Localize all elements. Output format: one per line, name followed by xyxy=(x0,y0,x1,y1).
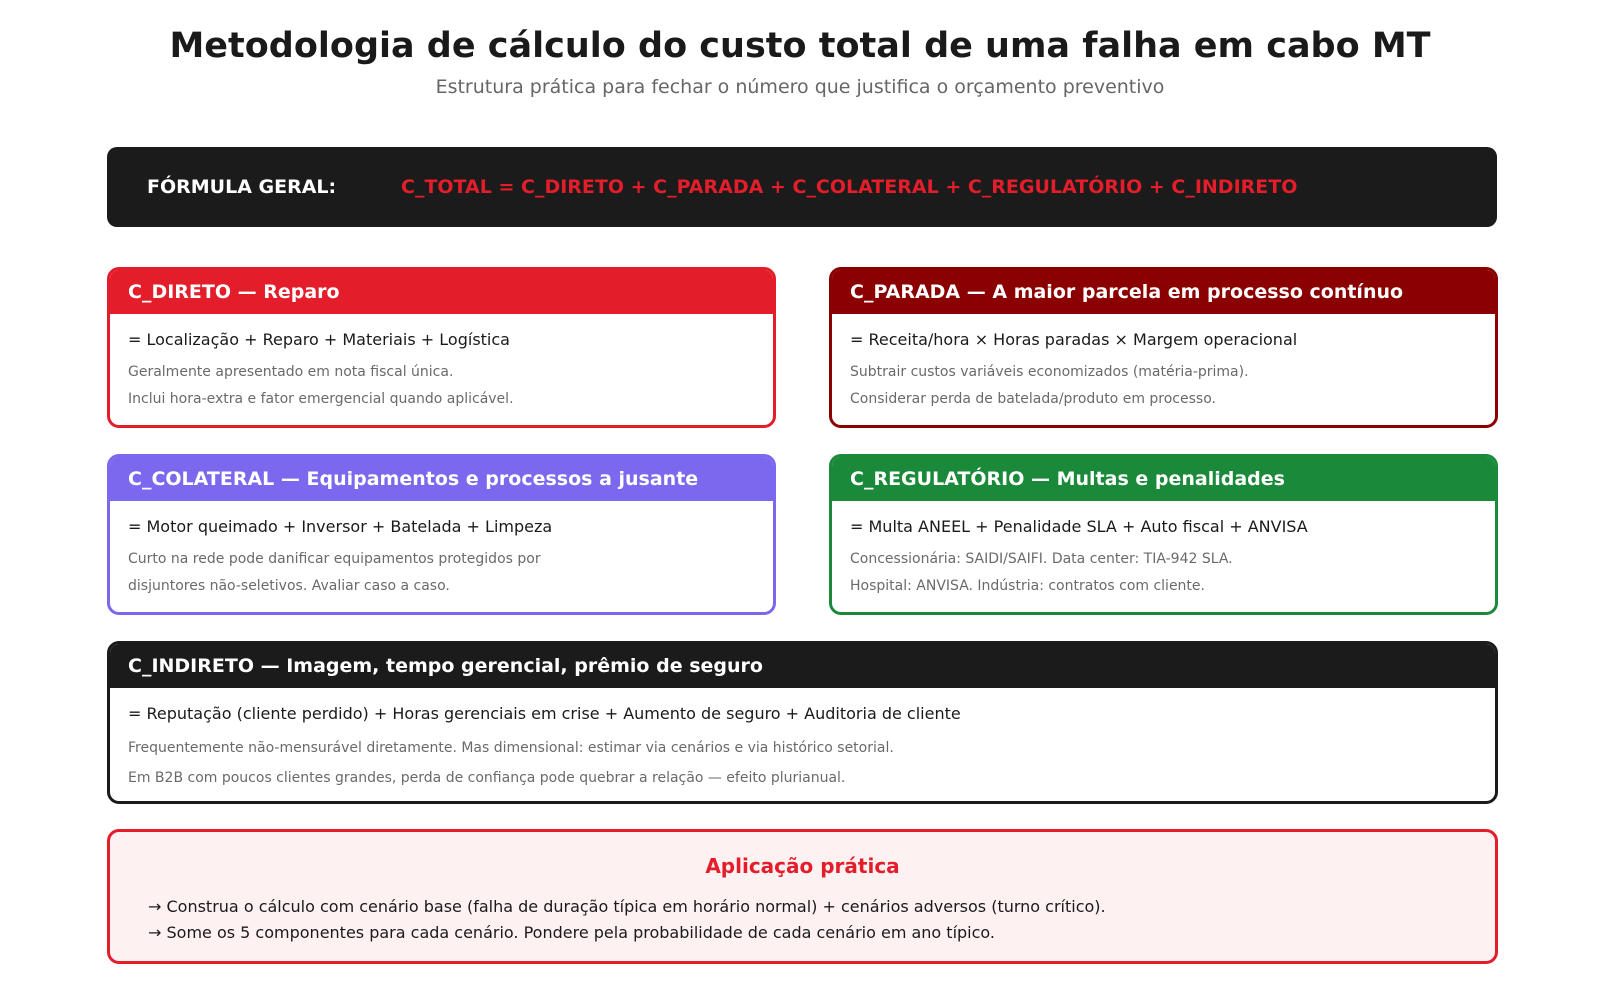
formula-banner xyxy=(107,147,1497,227)
page-title: Metodologia de cálculo do custo total de uma falha em cabo MT xyxy=(169,26,1431,66)
card-body xyxy=(832,314,1495,413)
card-regulatorio xyxy=(829,454,1498,615)
card-body xyxy=(832,501,1495,600)
card-direto xyxy=(107,267,776,428)
card-note: Considerar perda de batelada/produto em processo. xyxy=(850,391,1216,407)
card-parada xyxy=(829,267,1498,428)
practice-item: → Construa o cálculo com cenário base (falha de duração típica em horário normal) + cenários adversos (turno crítico). xyxy=(148,897,1106,916)
card-note: Geralmente apresentado em nota fiscal única. xyxy=(128,364,454,380)
card-body xyxy=(110,688,1495,793)
page-subtitle: Estrutura prática para fechar o número que justifica o orçamento preventivo xyxy=(435,76,1165,98)
practice-item: → Some os 5 componentes para cada cenário. Pondere pela probabilidade de cada cenário em ano típico. xyxy=(148,923,996,942)
practice-list xyxy=(110,894,1495,946)
card-title: C_DIRETO — Reparo xyxy=(110,270,773,314)
card-formula: = Motor queimado + Inversor + Batelada + Limpeza xyxy=(128,517,553,536)
card-note: Subtrair custos variáveis economizados (matéria-prima). xyxy=(850,364,1249,380)
card-note: Em B2B com poucos clientes grandes, perda de confiança pode quebrar a relação — efeito plurianual. xyxy=(128,770,846,786)
card-body xyxy=(110,314,773,413)
card-formula: = Multa ANEEL + Penalidade SLA + Auto fiscal + ANVISA xyxy=(850,517,1308,536)
card-note: Concessionária: SAIDI/SAIFI. Data center: TIA-942 SLA. xyxy=(850,551,1233,567)
card-colateral xyxy=(107,454,776,615)
card-note: Hospital: ANVISA. Indústria: contratos com cliente. xyxy=(850,578,1205,594)
formula-expression: C_TOTAL = C_DIRETO + C_PARADA + C_COLATERAL + C_REGULATÓRIO + C_INDIRETO xyxy=(401,176,1298,198)
card-note: disjuntores não-seletivos. Avaliar caso a caso. xyxy=(128,578,450,594)
formula-label: FÓRMULA GERAL: xyxy=(147,176,337,198)
card-note: Inclui hora-extra e fator emergencial quando aplicável. xyxy=(128,391,514,407)
card-title: C_COLATERAL — Equipamentos e processos a jusante xyxy=(110,457,773,501)
card-title: C_PARADA — A maior parcela em processo contínuo xyxy=(832,270,1495,314)
card-title: C_INDIRETO — Imagem, tempo gerencial, prêmio de seguro xyxy=(110,644,1495,688)
card-body xyxy=(110,501,773,600)
practice-title: Aplicação prática xyxy=(705,854,900,878)
card-note: Curto na rede pode danificar equipamentos protegidos por xyxy=(128,551,541,567)
card-formula: = Reputação (cliente perdido) + Horas gerenciais em crise + Aumento de seguro + Auditoria de cliente xyxy=(128,704,961,723)
practice-box xyxy=(107,829,1498,964)
card-formula: = Localização + Reparo + Materiais + Logística xyxy=(128,330,510,349)
card-title: C_REGULATÓRIO — Multas e penalidades xyxy=(832,457,1495,501)
card-formula: = Receita/hora × Horas paradas × Margem operacional xyxy=(850,330,1298,349)
card-indireto xyxy=(107,641,1498,804)
card-note: Frequentemente não-mensurável diretamente. Mas dimensional: estimar via cenários e via histórico setorial. xyxy=(128,740,894,756)
